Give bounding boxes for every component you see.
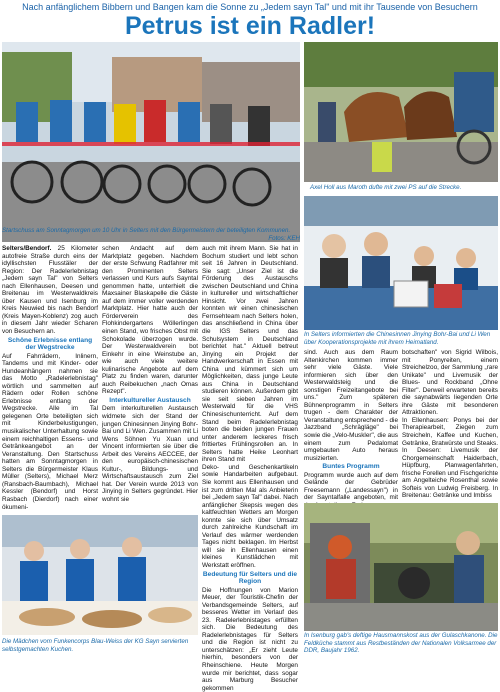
- headline: Petrus ist ein Radler!: [124, 12, 376, 40]
- col5-para2: In Ellenhausen: Ponys bei der Therapiearbeit, Ziegen zum Streicheln, Kaffee und Kuchen, Getränke, Bratwürste und Steaks. In Deesen: Livemusik der Chorgemeinschaft Haiderbach, Hüpfburg, Planwagenfahrten, frische Forellen und Fischgerichte am Angelteiche Rosenthal sowie Softeis von Ludwig Freisberg. In Breitenau: Getränke und Imbiss: [402, 416, 498, 500]
- kicker-line: Nach anfänglichem Bibbern und Bangen kam die Sonne zu „Jedem sayn Tal" und mit ihr Tausende von Besuchern: [22, 2, 478, 12]
- photo-credit: Fotos: KEH: [268, 235, 300, 242]
- col4-para2: Programm wurde auch auf dem Gelände der Gebrüder Freesemann („Landessayn") in der Sayntalfalle angeboten, mit: [304, 471, 398, 502]
- caption-maroth: Axel Holl aus Maroth dufte mit zwei PS auf die Strecke.: [310, 184, 462, 191]
- article-column-4: [304, 349, 398, 502]
- caption-isenburg: In Isenburg gab's deftige Hausmannskost aus der Gulaschkanone. Die Feldküche stammt aus Restbeständen der Nationalen Volksarmee der DDR, Baujahr 1962.: [304, 632, 498, 654]
- caption-start: Startschuss am Sonntagmorgen um 10 Uhr in Selters mit den Bürgermeistern der beteiligten Kommunen.: [2, 227, 291, 234]
- article-column-1: [2, 245, 98, 513]
- chinese-stand-photo: [304, 196, 498, 330]
- subhead-erlebnisse: Schöne Erlebnisse entlang der Wegstrecke: [7, 336, 93, 352]
- horse-carriage-photo: [304, 42, 498, 182]
- subhead-austausch: Interkultureller Austausch: [109, 396, 191, 404]
- dateline: Selters/Bendorf.: [2, 245, 52, 252]
- article-column-2: [102, 245, 198, 513]
- col3-para1: auch mit ihrem Mann. Sie hat in Bochum studiert und lebt schon seit 16 Jahren in Deutschland. Sie sagt: „Unser Ziel ist die Förderung des Austauschs zwischen Deutschland und China in kultureller und wirtschaftlicher Hinsicht. Vor zwei Jahren konnten wir einen chinesischen Fernsehteam nach Selters holen, das anschließend in China über die IGS Selters und das Schulsystem in Deutschland berichtet hat." Aktuell betreut Jinying ein Projekt der Handwerkerschaft in Essen mit China und kümmert sich um Möglichkeiten, dass junge Leute aus China in Deutschland studieren können. Außerdem gibt sie seit sieben Jahren im Westerwald für die VHS Chinesischunterricht. Auf dem Stand beim Radelerlebnistag boten die beiden jungen Frauen unter anderem leckeres frisch frittiertes Frühlingsrollen an. In Selters hatte Heike Leonhart ihren Stand mit: [202, 245, 298, 464]
- col2-para1: schen Andacht auf dem Marktplatz gegeben. Nachdem der erste Schwung Radfahrer mit den Prominenten Selters verlassen und Kurs aufs Sayntal genommen hatte, unterhielt die Maxsainer Blaskapelle die Gäste auf dem immer voller werdenden Marktplatz. Hier hatte auch der Förderverein des Flohkindergartens Wöllerlingen einen Stand, wo frisches Obst mit Schokolade überzogen wurde. Der Westerwaldverein bot Einkehr in eine Weinstube an, wie auch viele weitere kulinarische Angebote auf dem Platz zu finden waren, darunter auch Reibekuchen „nach Omas Rezept".: [102, 245, 198, 396]
- article-column-3: [202, 245, 298, 692]
- subhead-programm: Buntes Programm: [322, 463, 380, 471]
- subhead-bedeutung: Bedeutung für Selters und die Region: [202, 570, 298, 586]
- col4-para1: sind. Auch aus dem Raum Altenkirchen kommen immer sehr viele Gäste. Viele informieren sich über den Westerwaldsteig und die sonstigen Freizeitangebote bei uns." Zum späteren Bühnenprogramm in Selters trugen - dem Charakter der Veranstaltung entsprechend - die Jazzband „Schrägläge" bei sowie die „Velo-Muskler", die aus einem zum Pedalomat umgebauten Auto heraus musizierten.: [304, 349, 398, 462]
- col3-para3: Die Hoffnungen von Marion Meuer, der Touristik-Chefin der Verbandsgemeinde Selters, auf besseres Wetter im Verlauf des 23. Radelerlebnistages erfüllten sich. Die Bedeutung des Radelerlebnistages für Selters und die Region ist nicht zu unterschätzen: „Er zieht Leute hierhin, besonders von der Rheinschiene. Heute Morgen wurde mir berichtet, dass sogar aus Marburg Besucher gekommen: [202, 586, 298, 692]
- col3-para2: Deko- und Geschenkartikeln sowie Handarbeiten aufgebaut. Sie kommt aus Ellenhausen und ist zum dritten Mal als Anbieterin bei „Jedem sayn Tal" dabei. Nach anfänglicher Skepsis wegen des kaltfeuchten Wetters am Morgen konnte sie sich über Umsatz durch zahlreiche Kundschaft im Verlauf des wärmer werdenden Tages nicht beklagen. Im Herbst will sie in Ellenhausen einen kleines Kunstlädchen mit Werkstatt eröffnen.: [202, 463, 298, 569]
- caption-jinying: In Selters informierten die Chinesinnen Jinying Bohr-Bai und Li Wen über Kooperationsprojekte mit ihrem Heimatland.: [304, 331, 491, 346]
- col1-para2: Auf Fahrrädern, Inlinern, Tandems und mit Kinder- oder Hundeanhängern nahmen sie das Motto „Radelerlebnistag" wörtlich und sammelten auf Rädern oder Rollen schöne Erlebnisse entlang der Wegstrecke. Alle im Tal gelegenen Orte beteiligten sich mit Kinderbelustigungen, musikalischer Unterhaltung sowie einem reichhaltigen Essens- und Getränkeangebot an der Veranstaltung. Den Startschuss hatten am Sonntagmorgen in Selters die Bürgermeister Klaus Müller (Selters), Michael Merz (Ransbach-Baumbach), Michael Kessler (Bendorf) und Horst Rasbach (Dierdorf) nach einer ökumeni-: [2, 352, 98, 511]
- caption-funkencorps: Die Mädchen vom Funkencorps Blau-Weiss der KG Sayn servierten selbstgemachten Kuchen.: [2, 638, 189, 653]
- article-column-5: [402, 349, 498, 499]
- funkencorps-photo: [2, 515, 198, 635]
- gulaschkanone-photo: [304, 503, 498, 631]
- col1-para1: 25 Kilometer autofreie Straße durch eins der idyllischsten Flusstäler der Region: Der Radelerlebnistag „Jedem sayn Tal" von Selters nach Ellenhausen, Deesen und Breitenau im Westerwaldkreis über Kausen und Isenburg im Kreis Neuwied bis nach Bendorf (Kreis Mayen-Koblenz) zog auch in diesem Jahr wieder Scharen von Besuchern an.: [2, 245, 98, 336]
- cyclists-photo: [2, 42, 300, 242]
- col2-para2: Dem interkulturellen Austausch widmete sich der Stand der jungen Chinesinnen Jinying Bohr-Bai und Li Wen. Zusammen mit Li Wens Söhnen Yu Xuan und Vincent informierten sie über die Arbeit des Vereins AECCEE, der den europäisch-chinesischen Kultur-, Bildungs- und Wirtschaftsaustausch zum Ziel hat. Der Verein wurde 2013 von Jinying in Selters gegründet. Hier wohnt sie: [102, 405, 198, 503]
- col5-para1: botschaften" von Sigrid Wilbois, mit Ponyreiten, einem Streichelzoo, der Sammlung „rare Unikate" und Livemusik der Blues- und Rockband „Ohne Filter". Derweil erwarteten bereits die saynabwärts liegenden Orte ihre Gäste mit besonderen Attraktionen.: [402, 349, 498, 417]
